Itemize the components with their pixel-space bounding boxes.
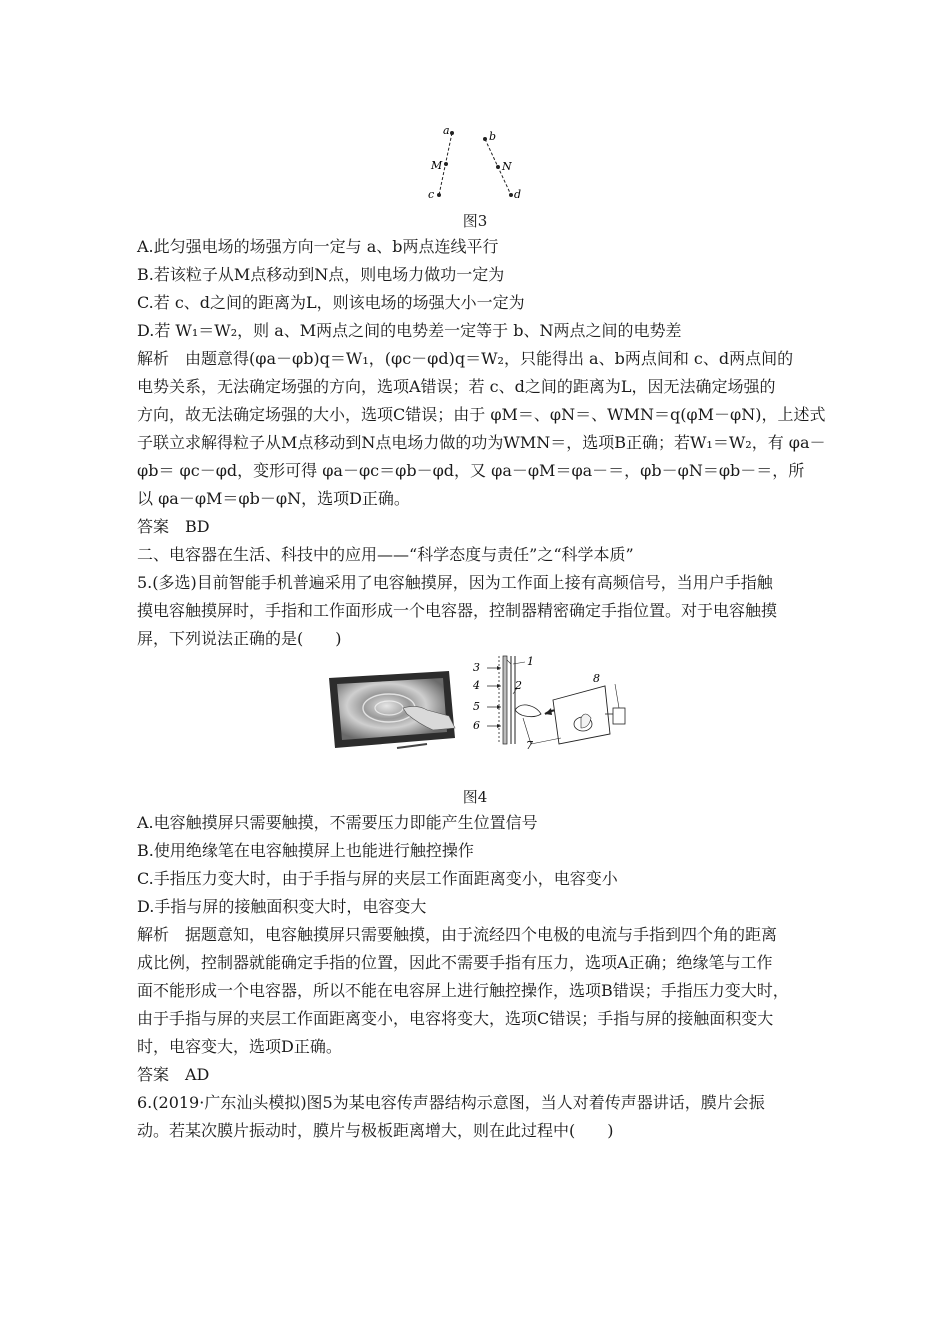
q4-option-b: B.若该粒子从M点移动到N点，则电场力做功一定为 <box>137 265 505 284</box>
q4-option-c: C.若 c、d之间的距离为L，则该电场的场强大小一定为 <box>137 293 525 312</box>
point-c <box>437 193 441 197</box>
q4-answer: 答案 BD <box>137 517 210 536</box>
q5-analysis-line: 解析 据题意知，电容触摸屏只需要触摸，由于流经四个电极的电流与手指到四个角的距离 <box>137 925 778 944</box>
label-8: 8 <box>593 672 600 685</box>
figure-4-structure-diagram <box>465 652 640 750</box>
q5-analysis-line: 面不能形成一个电容器，所以不能在电容屏上进行触控操作，选项B错误；手指压力变大时， <box>137 981 789 1000</box>
label-5: 5 <box>473 700 480 713</box>
label-d: d <box>514 188 522 201</box>
tablet-screen <box>337 678 447 740</box>
label-6: 6 <box>473 719 480 732</box>
q4-analysis-line: 以 φa－φM＝φb－φN，选项D正确。 <box>137 489 410 508</box>
q4-analysis-line: 解析 由题意得(φa－φb)q＝W₁，(φc－φd)q＝W₂，只能得出 a、b两点间和 c、d两点间的 <box>137 349 794 368</box>
label-N: N <box>502 160 512 173</box>
q5-analysis-line: 由于手指与屏的夹层工作面距离变小，电容将变大，选项C错误；手指与屏的接触面积变大 <box>137 1009 774 1028</box>
screen-glass-layer <box>503 656 507 744</box>
label-c: c <box>428 188 435 201</box>
point-b <box>483 137 487 141</box>
q4-analysis-line: 方向，故无法确定场强的大小，选项C错误；由于 φM＝、φN＝、WMN＝q(φM－φN)，上述式 <box>137 405 826 424</box>
label-a: a <box>443 125 450 137</box>
section-title: 二、电容器在生活、科技中的应用——“科学态度与责任”之“科学本质” <box>137 545 634 564</box>
figure-4-tablet-photo <box>327 668 459 752</box>
q6-stem-line: 动。若某次膜片振动时，膜片与极板距离增大，则在此过程中( ) <box>137 1121 614 1140</box>
q5-answer: 答案 AD <box>137 1065 210 1084</box>
point-N <box>496 165 500 169</box>
label-7: 7 <box>526 739 533 750</box>
point-a <box>450 131 454 135</box>
label-b: b <box>489 130 497 143</box>
figure-3-caption: 图3 <box>462 212 488 230</box>
q5-option-d: D.手指与屏的接触面积变大时，电容变大 <box>137 897 427 916</box>
figure-3-diagram <box>425 125 525 205</box>
q4-analysis-line: 子联立求解得粒子从M点移动到N点电场力做的功为WMN＝，选项B正确；若W₁＝W₂，有 φa－ <box>137 433 826 452</box>
point-d <box>509 193 513 197</box>
q4-analysis-line: φb＝ φc－φd，变形可得 φa－φc＝φb－φd，又 φa－φM＝φa－＝，φb－φN＝φb－＝，所 <box>137 461 805 480</box>
label-1: 1 <box>527 655 534 668</box>
q6-stem-line: 6.(2019·广东汕头模拟)图5为某电容传声器结构示意图，当人对着传声器讲话，膜片会振 <box>137 1093 765 1112</box>
q5-analysis-line: 成比例，控制器就能确定手指的位置，因此不需要手指有压力，选项A正确；绝缘笔与工作 <box>137 953 773 972</box>
label-4: 4 <box>473 679 480 692</box>
point-M <box>444 162 448 166</box>
label-3: 3 <box>473 661 480 674</box>
q5-stem-line: 摸电容触摸屏时，手指和工作面形成一个电容器，控制器精密确定手指位置。对于电容触摸 <box>137 601 778 620</box>
label-M: M <box>431 159 443 172</box>
sensor-box <box>613 708 625 724</box>
figure-4-caption: 图4 <box>462 788 488 806</box>
controller-panel <box>553 686 610 744</box>
q4-option-d: D.若 W₁＝W₂，则 a、M两点之间的电势差一定等于 b、N两点之间的电势差 <box>137 321 682 340</box>
q5-stem-line: 屏，下列说法正确的是( ) <box>137 629 342 648</box>
q5-stem-line: 5.(多选)目前智能手机普遍采用了电容触摸屏，因为工作面上接有高频信号，当用户手指触 <box>137 573 773 592</box>
q4-option-a: A.此匀强电场的场强方向一定与 a、b两点连线平行 <box>137 237 499 256</box>
finger-shape <box>515 705 541 717</box>
q4-analysis-line: 电势关系，无法确定场强的方向，选项A错误；若 c、d之间的距离为L，因无法确定场强的 <box>137 377 776 396</box>
q5-option-a: A.电容触摸屏只需要触摸，不需要压力即能产生位置信号 <box>137 813 538 832</box>
q5-analysis-line: 时，电容变大，选项D正确。 <box>137 1037 342 1056</box>
q5-option-c: C.手指压力变大时，由于手指与屏的夹层工作面距离变小，电容变小 <box>137 869 618 888</box>
label-2: 2 <box>515 679 522 692</box>
q5-option-b: B.使用绝缘笔在电容触摸屏上也能进行触控操作 <box>137 841 474 860</box>
